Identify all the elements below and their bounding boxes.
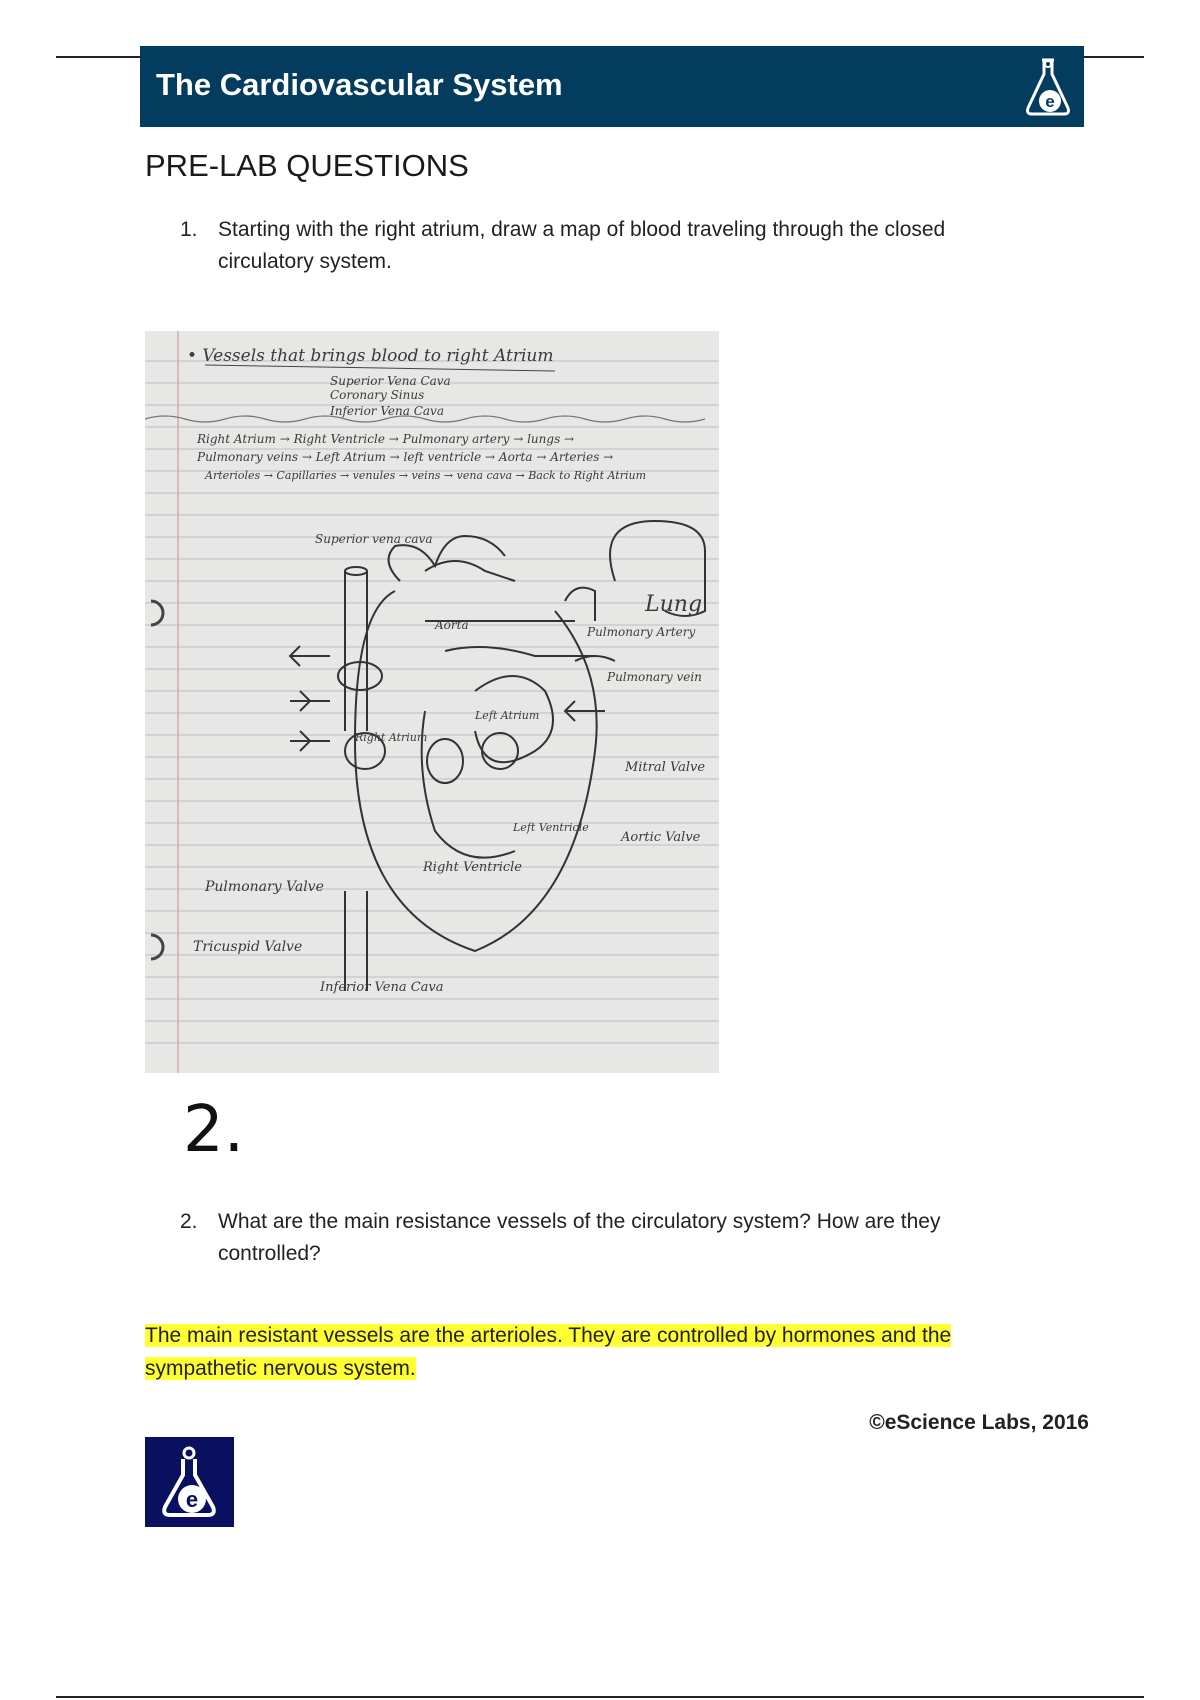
svg-text:e: e — [185, 1487, 199, 1512]
notebook-paper-drawing — [145, 331, 719, 1073]
label-inferior-vena-cava: Inferior Vena Cava — [320, 980, 444, 995]
flask-e-logo-icon — [1020, 54, 1076, 120]
pathway-line: Right Atrium → Right Ventricle → Pulmonary artery → lungs → — [197, 432, 575, 446]
highlighted-answer-text: The main resistant vessels are the arterioles. They are controlled by hormones and the sympathetic nervous system. — [145, 1324, 952, 1380]
header-banner — [140, 46, 1084, 127]
heart-drawing — [290, 521, 705, 991]
question-text: What are the main resistance vessels of the circulatory system? How are they controlled? — [218, 1210, 941, 1265]
bottom-rule — [56, 1696, 1144, 1698]
question-2-marker: 2. — [183, 1093, 245, 1167]
footer-logo — [145, 1437, 234, 1527]
copyright-notice: ©eScience Labs, 2016 — [869, 1411, 1089, 1434]
label-right-atrium: Right Atrium — [355, 731, 428, 744]
pathway-line: Pulmonary veins → Left Atrium → left ventricle → Aorta → Arteries → — [197, 450, 614, 464]
label-mitral-valve: Mitral Valve — [625, 760, 706, 775]
label-right-ventricle: Right Ventricle — [423, 860, 522, 875]
vessel-item: Inferior Vena Cava — [330, 404, 444, 418]
question-2 — [180, 1206, 1000, 1270]
pathway-line: Arterioles → Capillaries → venules → veins → vena cava → Back to Right Atrium — [205, 469, 647, 482]
question-1 — [180, 214, 1000, 278]
answer-2 — [145, 1319, 1045, 1385]
question-number: 1. — [180, 218, 198, 241]
vessels-heading: • Vessels that brings blood to right Atrium — [187, 346, 554, 366]
question-number: 2. — [180, 1210, 198, 1233]
svg-text:e: e — [1045, 92, 1055, 111]
label-aorta: Aorta — [435, 618, 469, 632]
label-left-atrium: Left Atrium — [475, 709, 540, 722]
document-title: The Cardiovascular System — [156, 67, 563, 102]
label-lung: Lung — [645, 592, 703, 617]
hand-drawn-heart-diagram — [145, 331, 719, 1073]
label-tricuspid-valve: Tricuspid Valve — [193, 939, 303, 955]
label-left-ventricle: Left Ventricle — [513, 821, 589, 834]
label-superior-vena-cava: Superior vena cava — [315, 532, 433, 546]
section-title: PRE-LAB QUESTIONS — [145, 148, 469, 183]
question-text: Starting with the right atrium, draw a map of blood traveling through the closed circulatory system. — [218, 218, 946, 273]
label-pulmonary-vein: Pulmonary vein — [607, 670, 702, 684]
label-aortic-valve: Aortic Valve — [621, 830, 701, 845]
label-pulmonary-artery: Pulmonary Artery — [587, 625, 696, 639]
label-pulmonary-valve: Pulmonary Valve — [205, 879, 324, 895]
flask-e-logo-icon — [145, 1437, 234, 1527]
vessel-item: Coronary Sinus — [330, 388, 425, 402]
vessel-item: Superior Vena Cava — [330, 374, 451, 388]
